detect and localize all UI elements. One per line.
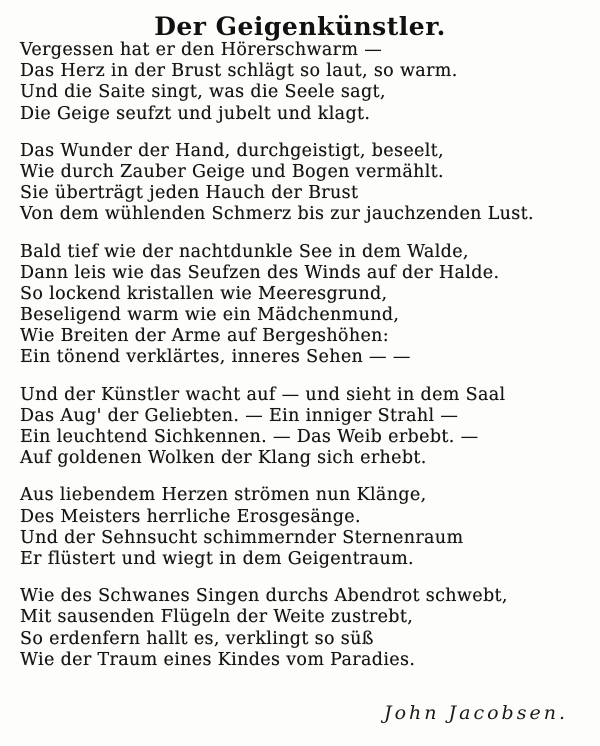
poem-line: Des Meisters herrliche Erosgesänge.: [20, 506, 361, 527]
stanza-4: [20, 385, 590, 470]
poem-line: Das Wunder der Hand, durchgeistigt, beseelt,: [20, 140, 444, 161]
poem-line: Er flüstert und wiegt in dem Geigentraum.: [20, 548, 414, 569]
stanza-3: [20, 242, 590, 369]
poem-line: Wie des Schwanes Singen durchs Abendrot schwebt,: [20, 586, 508, 607]
poem-body: [20, 40, 590, 687]
stanza-1: [20, 40, 590, 125]
poem-line: Ein leuchtend Sichkennen. — Das Weib erbebt. —: [20, 427, 479, 447]
poem-line: So lockend kristallen wie Meeresgrund,: [20, 283, 388, 304]
poem-line: Das Herz in der Brust schlägt so laut, so warm.: [20, 61, 458, 82]
poem-line: Wie durch Zauber Geige und Bogen vermählt.: [20, 161, 444, 182]
poem-line: Wie der Traum eines Kindes vom Paradies.: [20, 649, 416, 670]
poem-line: So erdenfern hallt es, verklingt so süß: [20, 628, 374, 649]
author-signature: John Jacobsen.: [383, 702, 568, 724]
poem-line: Das Aug' der Geliebten. — Ein inniger Strahl —: [20, 405, 459, 426]
poem-line: Und der Künstler wacht auf — und sieht in dem Saal: [20, 384, 506, 405]
poem-line: Bald tief wie der nachtdunkle See in dem Walde,: [20, 241, 469, 262]
poem-line: Wie Breiten der Arme auf Bergeshöhen:: [20, 326, 390, 347]
poem-line: Ein tönend verklärtes, inneres Sehen — —: [20, 347, 411, 368]
poem-line: Die Geige seufzt und jubelt und klagt.: [20, 103, 371, 124]
stanza-5: [20, 485, 590, 570]
poem-line: Mit sausenden Flügeln der Weite zustrebt,: [20, 607, 414, 628]
poem-line: Und die Saite singt, was die Seele sagt,: [20, 82, 386, 103]
poem-line: Dann leis wie das Seufzen des Winds auf der Halde.: [20, 262, 500, 283]
poem-line: Auf goldenen Wolken der Klang sich erhebt.: [20, 448, 427, 469]
poem-line: Beseligend warm wie ein Mädchenmund,: [20, 305, 400, 326]
poem-line: Vergessen hat er den Hörerschwarm —: [20, 40, 383, 60]
poem-line: Sie überträgt jeden Hauch der Brust: [20, 183, 359, 204]
stanza-6: [20, 586, 590, 671]
poem-line: Von dem wühlenden Schmerz bis zur jauchzenden Lust.: [20, 204, 534, 225]
stanza-2: [20, 141, 590, 226]
poem-line: Und der Sehnsucht schimmernder Sternenraum: [20, 527, 464, 548]
poem-line: Aus liebendem Herzen strömen nun Klänge,: [20, 485, 427, 506]
poem-title: Der Geigenkünstler.: [154, 12, 446, 41]
